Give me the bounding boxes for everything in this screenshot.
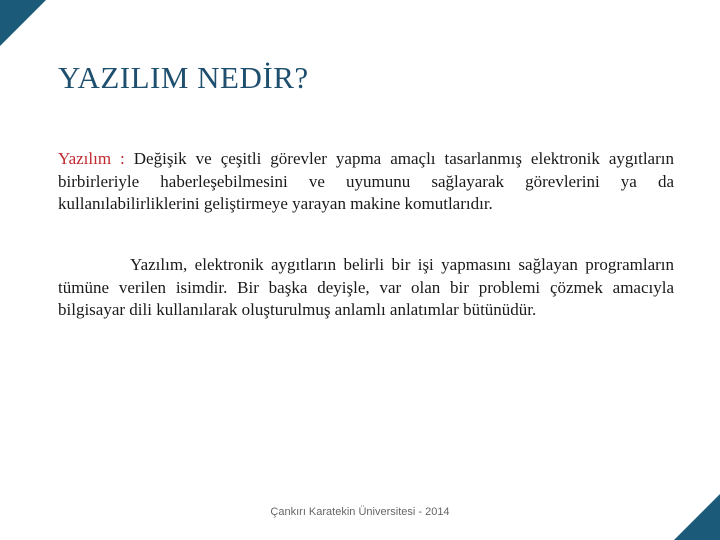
definition-paragraph [58,148,674,216]
slide-footer: Çankırı Karatekin Üniversitesi - 2014 [270,506,450,518]
corner-decoration-top-left [0,0,46,46]
indent-spacer [58,255,130,274]
definition-term: Yazılım : [58,149,125,168]
definition-text: Değişik ve çeşitli görevler yapma amaçlı tasarlanmış elektronik aygıtların birbirleriyle haberleşebilmesini ve uyumunu sağlayarak görevlerini ya da kullanılabilirliklerini geliştirmeye yarayan makine komutlarıdır. [58,149,674,213]
explanation-text: Yazılım, elektronik aygıtların belirli bir işi yapmasını sağlayan programların tümüne verilen isimdir. Bir başka deyişle, var olan bir problemi çözmek amacıyla bilgisayar dili kullanılarak oluşturulmuş anlamlı anlatımlar bütünüdür. [58,255,674,319]
explanation-paragraph [58,254,674,322]
slide-title: YAZILIM NEDİR? [58,60,309,95]
